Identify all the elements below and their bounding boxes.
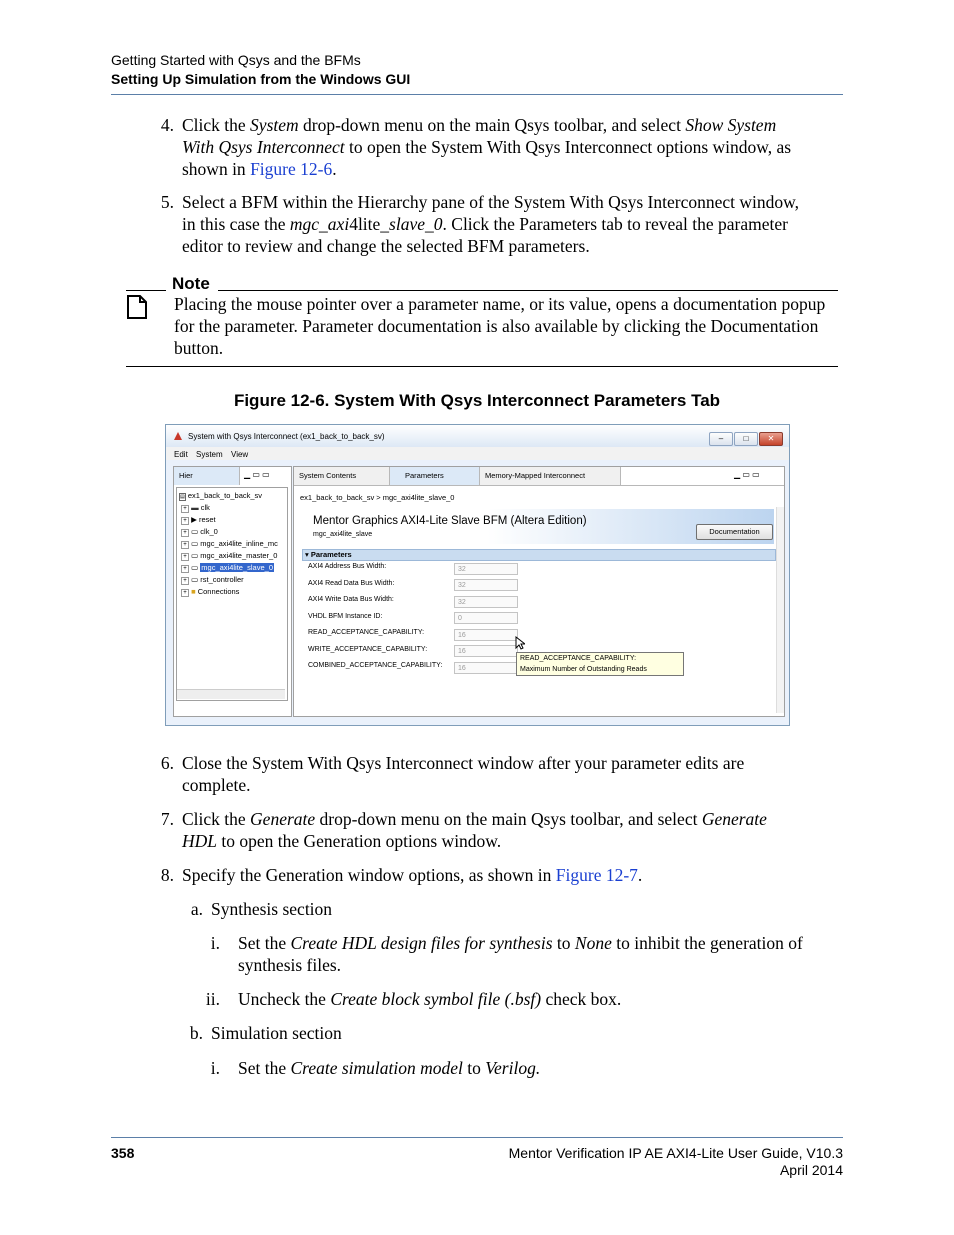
tree-item-clk[interactable]: + ▬ clk: [181, 503, 210, 513]
step-5: [154, 191, 844, 257]
footer-rule: [111, 1137, 843, 1138]
substep-b-i: [200, 1057, 844, 1079]
step-4: [154, 114, 844, 180]
param-label: AXI4 Read Data Bus Width:: [308, 580, 395, 587]
step-number: 6.: [160, 753, 174, 773]
bfm-banner: [296, 509, 774, 544]
vertical-scrollbar[interactable]: [776, 507, 784, 713]
menu-bar: [166, 447, 789, 460]
bfm-subtitle: mgc_axi4lite_slave: [313, 531, 373, 538]
ui-term: Generate: [250, 809, 316, 829]
minimize-button[interactable]: –: [709, 432, 733, 446]
note-title: Note: [172, 274, 210, 293]
step-number: i.: [210, 1058, 220, 1078]
step-6: [154, 752, 844, 796]
param-value-field[interactable]: 32: [454, 596, 518, 608]
header-rule: [111, 94, 843, 95]
param-label: AXI4 Write Data Bus Width:: [308, 596, 394, 603]
text: synthesis files.: [238, 955, 342, 975]
step-number: 8.: [160, 865, 174, 885]
running-header-chapter: Getting Started with Qsys and the BFMs: [111, 52, 361, 68]
note-text: Placing the mouse pointer over a parameter name, or its value, opens a documentation popup for the parameter. Parameter documentation is also available by clicking the Documentation button.: [174, 294, 826, 358]
text: to: [462, 1058, 486, 1078]
tree-item-rst-controller[interactable]: + ▭ rst_controller: [181, 575, 244, 585]
text: Synthesis section: [211, 899, 333, 919]
tab-parameters[interactable]: Parameters: [390, 467, 480, 485]
ui-term: 4lite: [349, 214, 381, 234]
text: in this case the: [182, 214, 290, 234]
step-8: [154, 864, 844, 886]
window-title: System with Qsys Interconnect (ex1_back_to_back_sv): [188, 432, 385, 441]
close-button[interactable]: ✕: [759, 432, 783, 446]
parameters-pane: [293, 466, 785, 717]
figure-link[interactable]: Figure 12-7: [555, 865, 638, 885]
text: . Click the Parameters tab to reveal the parameter: [442, 214, 788, 234]
param-label: COMBINED_ACCEPTANCE_CAPABILITY:: [308, 662, 443, 669]
step-7: [154, 808, 844, 852]
param-label: READ_ACCEPTANCE_CAPABILITY:: [308, 629, 425, 636]
text: drop-down menu on the main Qsys toolbar, and select: [298, 115, 686, 135]
note-rule-right: [218, 290, 838, 291]
text: Set the: [238, 1058, 291, 1078]
ui-term: Generate: [701, 809, 767, 829]
note-icon: [126, 294, 148, 320]
step-number: 4.: [160, 115, 174, 135]
tab-memory-mapped[interactable]: Memory-Mapped Interconnect: [480, 467, 621, 485]
mouse-pointer-icon: [515, 636, 525, 650]
ui-term: mgc_axi: [289, 214, 350, 234]
window-titlebar: [166, 425, 789, 447]
ui-term: Create simulation model: [290, 1058, 463, 1078]
tab-system-contents[interactable]: System Contents: [294, 467, 390, 485]
text: Select a BFM within the Hierarchy pane of the System With Qsys Interconnect window,: [182, 192, 800, 212]
substep-b: [183, 1022, 583, 1044]
app-icon: [173, 431, 183, 441]
tree-item-clk0[interactable]: + ▭ clk_0: [181, 527, 218, 537]
figure-link[interactable]: Figure 12-6: [250, 159, 333, 179]
param-value-field[interactable]: 32: [454, 563, 518, 575]
text: to inhibit the generation of: [611, 933, 803, 953]
maximize-button[interactable]: □: [734, 432, 758, 446]
ui-term: Show System: [685, 115, 777, 135]
tree-item-reset[interactable]: + ▶ reset: [181, 515, 216, 525]
param-value-field[interactable]: 16: [454, 645, 518, 657]
param-value-field[interactable]: 16: [454, 629, 518, 641]
bfm-title: Mentor Graphics AXI4-Lite Slave BFM (Altera Edition): [313, 515, 587, 527]
step-number: a.: [190, 899, 203, 919]
text: .: [332, 159, 337, 179]
pane-toolbar-icons[interactable]: ▁ ▭ ▭: [244, 470, 270, 479]
ui-term: HDL: [182, 831, 218, 851]
text: Click the: [182, 809, 251, 829]
ui-term: With Qsys Interconnect: [182, 137, 345, 157]
param-value-field[interactable]: 0: [454, 612, 518, 624]
text: editor to review and change the selected BFM parameters.: [182, 236, 590, 256]
ui-term: _slave_0: [380, 214, 443, 234]
tooltip-text: Maximum Number of Outstanding Reads: [520, 666, 647, 673]
tree-item-master[interactable]: + ▭ mgc_axi4lite_master_0: [181, 551, 277, 561]
tooltip-title: READ_ACCEPTANCE_CAPABILITY:: [520, 655, 637, 662]
step-number: b.: [189, 1023, 203, 1043]
param-label: WRITE_ACCEPTANCE_CAPABILITY:: [308, 646, 428, 653]
menu-edit[interactable]: Edit: [174, 450, 188, 459]
ui-term: Verilog.: [485, 1058, 541, 1078]
tab-label: Hier: [179, 471, 193, 480]
ui-term: Create HDL design files for synthesis: [290, 933, 553, 953]
param-label: AXI4 Address Bus Width:: [308, 563, 387, 570]
step-number: i.: [210, 933, 220, 953]
text: drop-down menu on the main Qsys toolbar, and select: [315, 809, 702, 829]
documentation-button[interactable]: Documentation: [696, 524, 773, 540]
tree-item-connections[interactable]: + ■ Connections: [181, 587, 239, 597]
text: shown in: [182, 159, 251, 179]
text: Specify the Generation window options, as shown in: [182, 865, 556, 885]
step-number: ii.: [205, 989, 220, 1009]
page-number: 358: [111, 1145, 135, 1161]
text: to: [552, 933, 575, 953]
text: Set the: [238, 933, 291, 953]
param-value-field[interactable]: 32: [454, 579, 518, 591]
tree-item-slave[interactable]: + ▭ mgc_axi4lite_slave_0: [181, 563, 274, 573]
menu-system[interactable]: System: [196, 450, 223, 459]
text: .: [637, 865, 643, 885]
horizontal-scrollbar[interactable]: [177, 689, 285, 699]
breadcrumb: ex1_back_to_back_sv > mgc_axi4lite_slave_0: [300, 493, 455, 502]
collapse-icon: ▾: [305, 550, 309, 559]
substep-a: [183, 898, 583, 920]
footer-date: April 2014: [779, 1162, 843, 1178]
text: Uncheck the: [238, 989, 331, 1009]
pane-toolbar-icons[interactable]: ▁ ▭ ▭: [734, 470, 760, 479]
substep-a-i: [200, 932, 844, 976]
text: to open the Generation options window.: [217, 831, 502, 851]
running-header-section: Setting Up Simulation from the Windows GUI: [111, 71, 411, 87]
step-number: 7.: [160, 809, 174, 829]
menu-view[interactable]: View: [231, 450, 249, 459]
parameters-section-header[interactable]: [302, 549, 776, 561]
tab-divider: [294, 485, 784, 486]
tree-item-root[interactable]: ▤ ex1_back_to_back_sv: [180, 491, 263, 500]
footer-doc-title: Mentor Verification IP AE AXI4-Lite User Guide, V10.3: [508, 1145, 843, 1161]
text: to open the System With Qsys Interconnect options window, as: [344, 137, 792, 157]
note-rule-bottom: [126, 366, 838, 367]
tab-hier[interactable]: [174, 467, 240, 485]
parameter-tooltip: [516, 652, 684, 676]
param-value-field[interactable]: 16: [454, 662, 518, 674]
text: complete.: [182, 775, 251, 795]
text: Close the System With Qsys Interconnect window after your parameter edits are: [182, 753, 745, 773]
ui-term: System: [250, 115, 299, 135]
section-label: Parameters: [310, 550, 352, 559]
note-rule-left: [126, 290, 166, 291]
substep-a-ii: [200, 988, 844, 1010]
figure-caption: Figure 12-6. System With Qsys Interconnect Parameters Tab: [233, 391, 721, 410]
step-number: 5.: [160, 192, 174, 212]
text: Simulation section: [211, 1023, 342, 1043]
text: check box.: [541, 989, 622, 1009]
param-label: VHDL BFM Instance ID:: [308, 613, 383, 620]
ui-term: Create block symbol file (.bsf): [330, 989, 542, 1009]
ui-term: None: [574, 933, 612, 953]
text: Click the: [182, 115, 251, 135]
tree-item-inline-monitor[interactable]: + ▭ mgc_axi4lite_inline_mc: [181, 539, 278, 549]
hierarchy-tree: [176, 487, 288, 701]
